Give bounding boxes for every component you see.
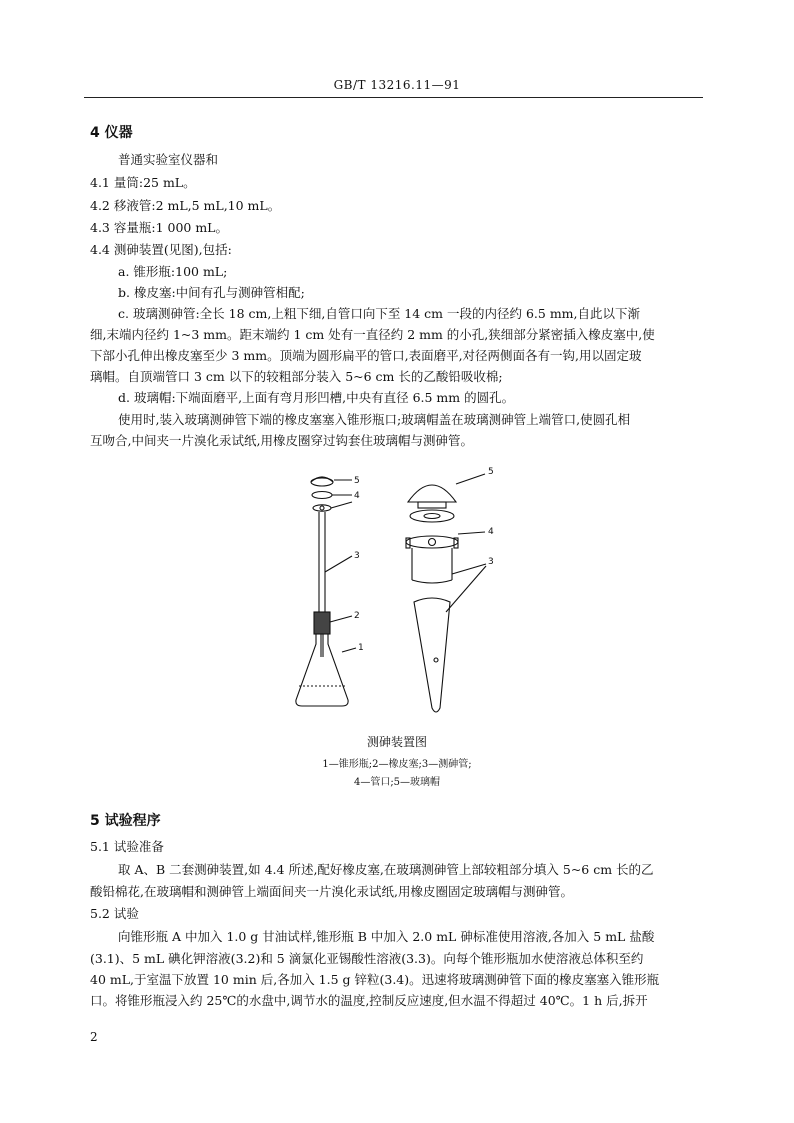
label-3-right: 3 [488,557,494,567]
para-5-2-line3: 40 mL,于室温下放置 10 min 后,各加入 1.5 g 锌粒(3.4)。迅速将玻璃测砷管下面的橡皮塞塞入锥形瓶 [90,972,660,987]
rubber-stopper [314,612,330,634]
label-5-right: 5 [488,467,494,477]
glass-cap-detail [408,485,456,502]
sec4-intro: 普通实验室仪器和 [118,152,219,167]
tube-mouth-detail [406,536,458,548]
item-5-2: 5.2 试验 [90,906,139,921]
label-3-left: 3 [354,551,360,561]
conical-flask [296,634,348,706]
label-4-right: 4 [488,527,494,537]
document-header-code: GB/T 13216.11—91 [333,78,461,92]
page-number: 2 [90,1030,98,1044]
item-a: a. 锥形瓶:100 mL; [118,264,228,279]
washer-detail [410,510,454,522]
para-5-1-line2: 酸铅棉花,在玻璃帽和测砷管上端面间夹一片溴化汞试纸,用橡皮圈固定玻璃帽与测砷管。 [90,884,573,899]
item-d: d. 玻璃帽:下端面磨平,上面有弯月形凹槽,中央有直径 6.5 mm 的圆孔。 [118,390,515,405]
item-5-1: 5.1 试验准备 [90,839,164,854]
item-4-4: 4.4 测砷装置(见图),包括: [90,242,232,257]
label-5-left: 5 [354,476,360,486]
tapered-tube-detail [414,598,450,712]
para-5-2-line1: 向锥形瓶 A 中加入 1.0 g 甘油试样,锥形瓶 B 中加入 2.0 mL 砷标准使用溶液,各加入 5 mL 盐酸 [118,929,655,944]
item-c-line2: 细,末端内径约 1~3 mm。距末端约 1 cm 处有一直径约 2 mm 的小孔,狭细部分紧密插入橡皮塞中,使 [90,327,655,342]
usage-line2: 互吻合,中间夹一片溴化汞试纸,用橡皮圈穿过钩套住玻璃帽与测砷管。 [90,433,473,448]
item-c-line4: 璃帽。自顶端管口 3 cm 以下的较粗部分装入 5~6 cm 长的乙酸铅吸收棉; [90,369,503,384]
para-5-2-line4: 口。将锥形瓶浸入约 25℃的水盘中,调节水的温度,控制反应速度,但水温不得超过 40℃。1 h 后,拆开 [90,993,648,1008]
item-4-2: 4.2 移液管:2 mL,5 mL,10 mL。 [90,198,281,213]
item-4-1: 4.1 量筒:25 mL。 [90,175,196,190]
arsenic-apparatus-figure [290,462,520,730]
tube-mouth-small [312,492,332,499]
item-c-line3: 下部小孔伸出橡皮塞至少 3 mm。顶端为圆形扁平的管口,表面磨平,对径两侧面各有一钩,用以固定玻 [90,348,642,363]
usage-line1: 使用时,装入玻璃测砷管下端的橡皮塞塞入锥形瓶口;玻璃帽盖在玻璃测砷管上端管口,使圆孔相 [118,412,631,427]
label-2-left: 2 [354,611,360,621]
figure-legend-line1: 1—锥形瓶;2—橡皮塞;3—测砷管; [322,759,472,770]
para-5-2-line2: (3.1)、5 mL 碘化钾溶液(3.2)和 5 滴氯化亚锡酸性溶液(3.3)。向每个锥形瓶加水使溶液总体积至约 [90,951,644,966]
section-4-title: 4 仪器 [90,125,133,141]
figure-legend-line2: 4—管口;5—玻璃帽 [353,777,441,788]
header-rule [84,97,703,98]
label-4-left: 4 [354,491,360,501]
item-4-3: 4.3 容量瓶:1 000 mL。 [90,220,228,235]
item-b: b. 橡皮塞:中间有孔与测砷管相配; [118,285,305,300]
section-5-title: 5 试验程序 [90,813,161,829]
para-5-1-line1: 取 A、B 二套测砷装置,如 4.4 所述,配好橡皮塞,在玻璃测砷管上部较粗部分填入 5~6 cm 长的乙 [118,862,654,877]
figure-caption: 测砷装置图 [366,735,427,749]
label-1-left: 1 [358,643,364,653]
item-c-line1: c. 玻璃测砷管:全长 18 cm,上粗下细,自管口向下至 14 cm 一段的内径约 6.5 mm,自此以下渐 [118,306,640,321]
